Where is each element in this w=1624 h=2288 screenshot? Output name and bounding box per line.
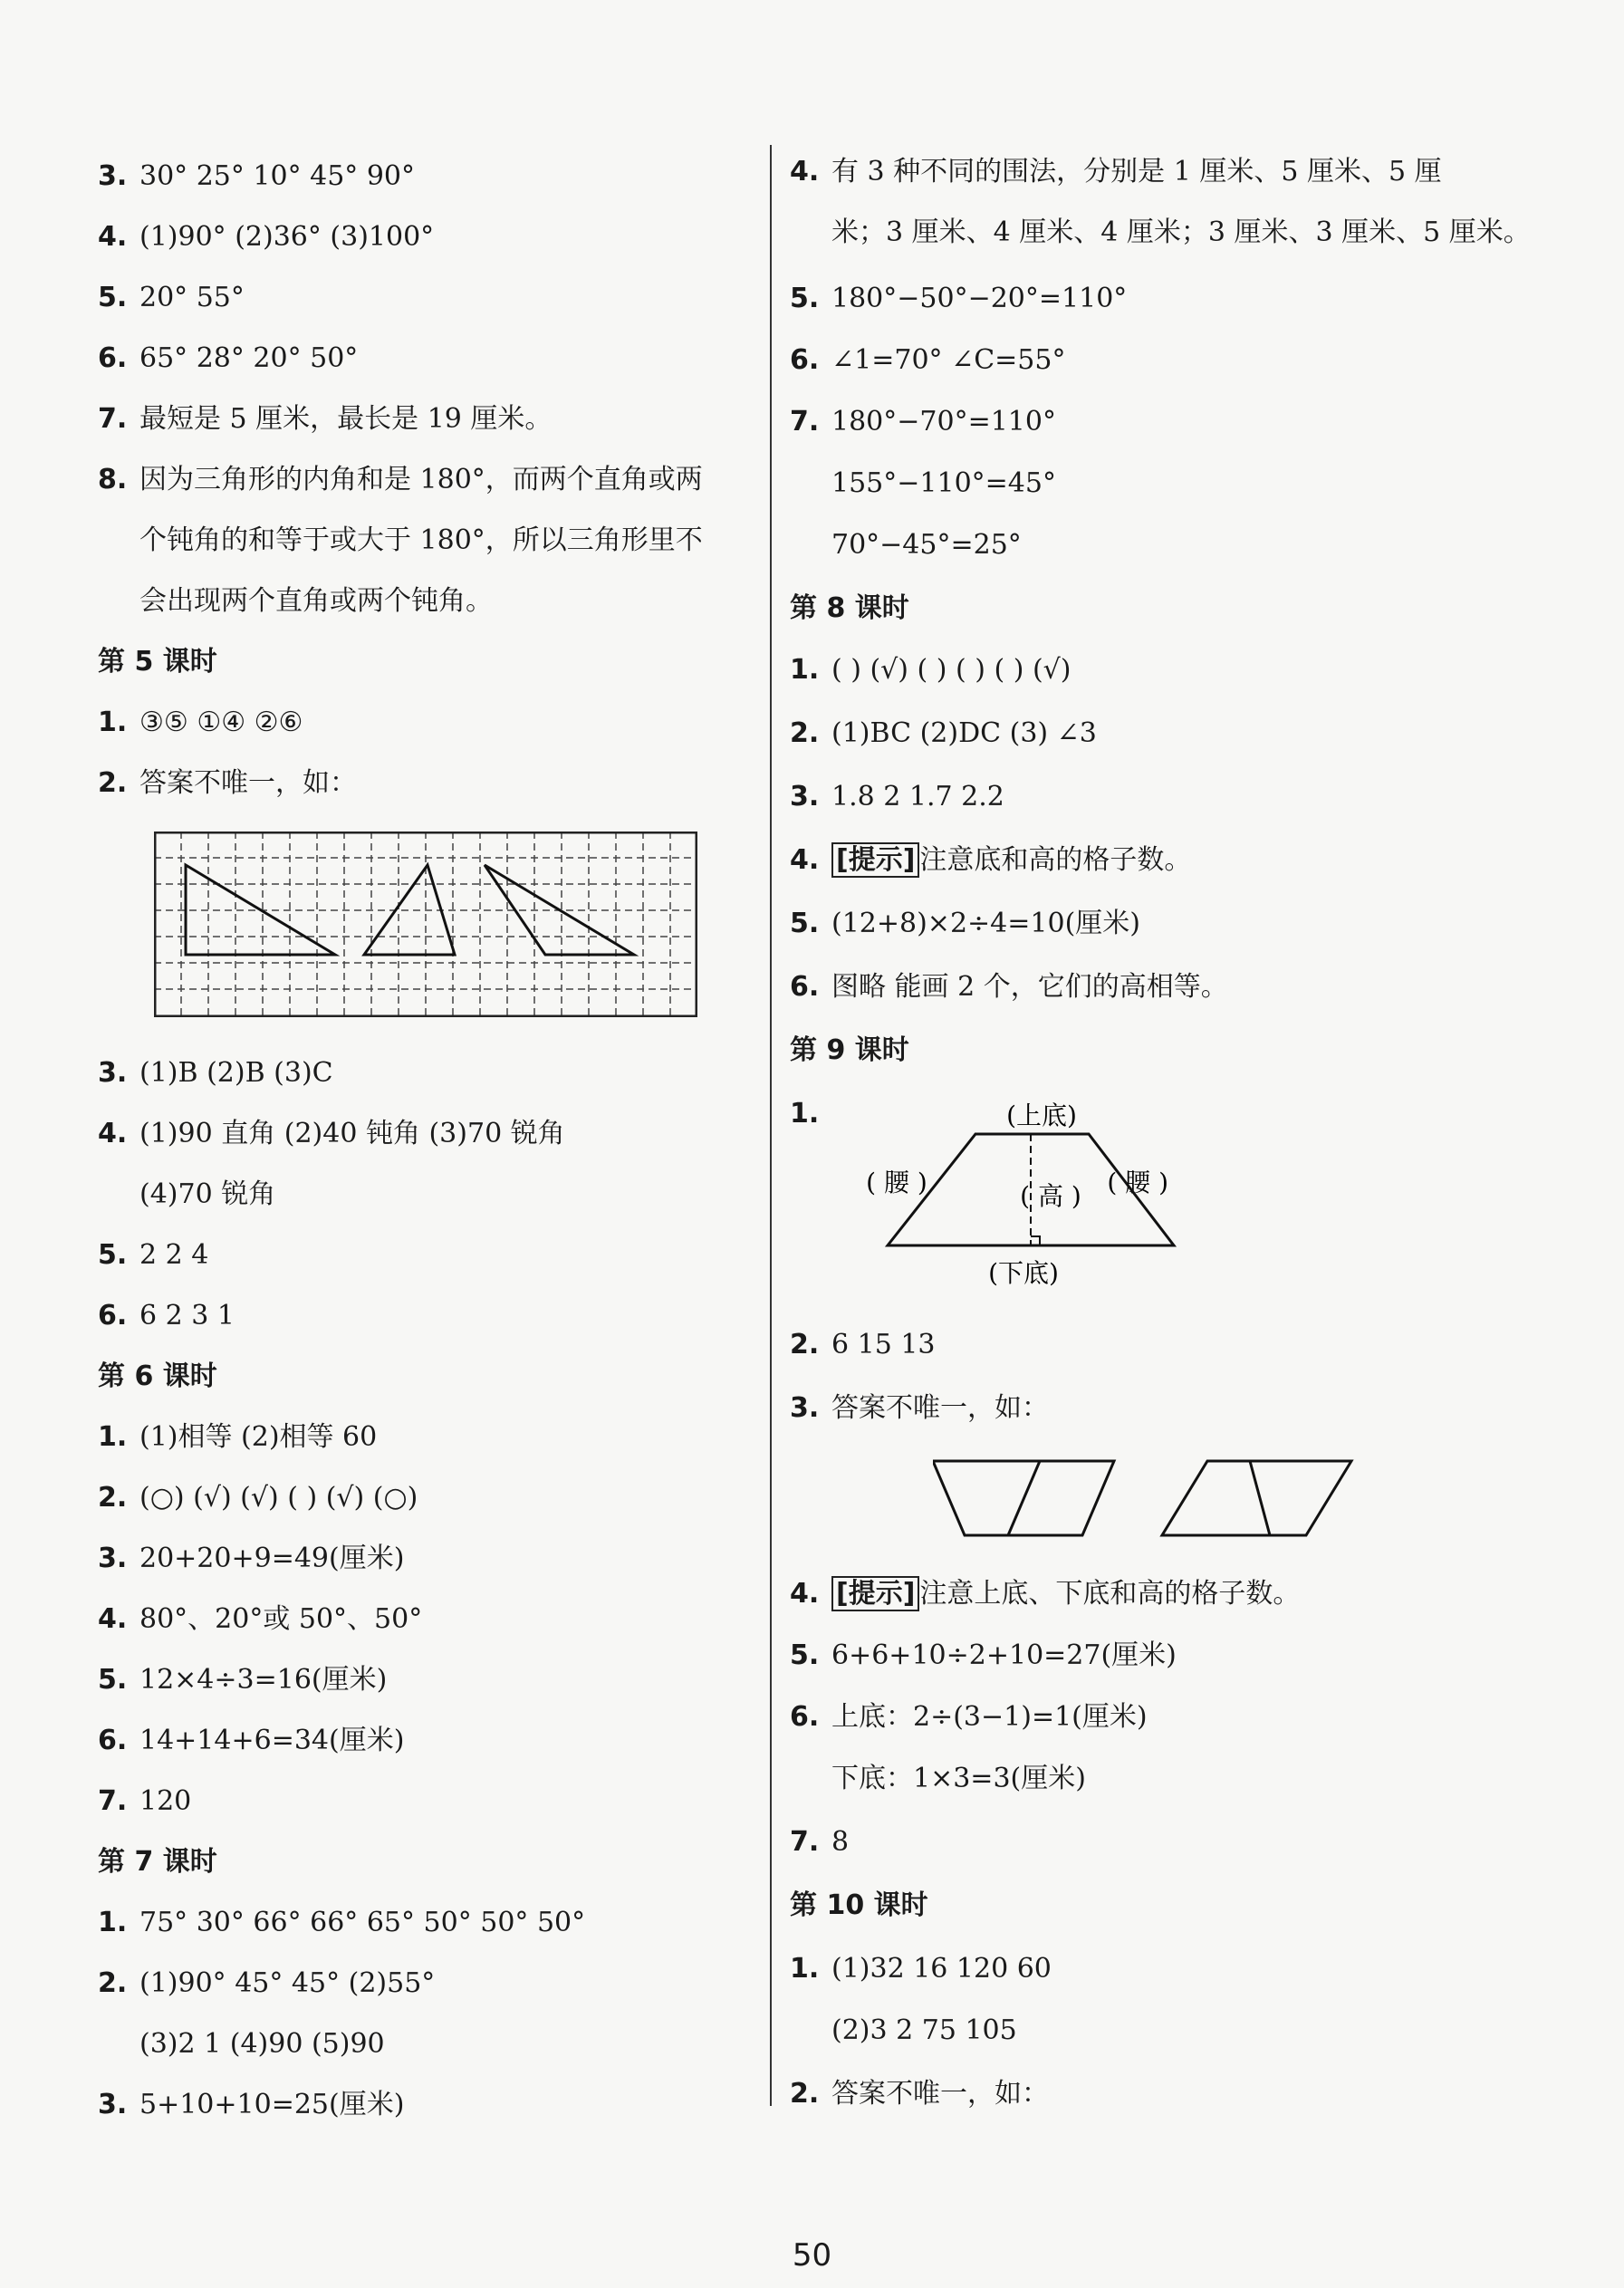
label-height: ( 高 ): [1020, 1181, 1081, 1211]
answer-line: 8. 因为三角形的内角和是 180°，而两个直角或两: [98, 464, 703, 495]
answer-line: 会出现两个直角或两个钝角。: [139, 585, 493, 617]
answer-line: 6. 6 2 3 1: [98, 1300, 235, 1331]
answer-line: 6. ∠1=70° ∠C=55°: [790, 344, 1066, 376]
answer-line: 2. (○) (√) (√) ( ) (√) (○): [98, 1482, 418, 1514]
answer-line: (3)2 1 (4)90 (5)90: [139, 2028, 385, 2060]
answer-line: 2. (1)90° 45° 45° (2)55°: [98, 1967, 436, 1999]
answer-line: 3. 30° 25° 10° 45° 90°: [98, 160, 416, 192]
lesson-title: 第 6 课时: [98, 1360, 217, 1392]
answer-line: (2)3 2 75 105: [831, 2014, 1017, 2046]
triangle-grid-figure: [154, 832, 697, 1017]
answer-line: 1. (1)32 16 120 60: [790, 1953, 1052, 1985]
answer-line: 1. ( ) (√) ( ) ( ) ( ) (√): [790, 654, 1071, 686]
lesson-title: 第 8 课时: [790, 592, 909, 624]
answer-line: 下底：1×3=3(厘米): [831, 1763, 1086, 1794]
answer-line: 3. 1.8 2 1.7 2.2: [790, 781, 1004, 812]
label-top-base: (上底): [1006, 1101, 1077, 1130]
answer-line: 1.: [790, 1098, 820, 1130]
page-number: 50: [792, 2237, 832, 2274]
answer-line: 5. 180°−50°−20°=110°: [790, 283, 1128, 314]
answer-line: 5. 2 2 4: [98, 1239, 209, 1271]
answer-line: 4. 80°、20°或 50°、50°: [98, 1603, 423, 1635]
answer-line: 7. 180°−70°=110°: [790, 406, 1056, 437]
answer-line: 个钝角的和等于或大于 180°，所以三角形里不: [139, 524, 703, 556]
answer-line: 5. 20° 55°: [98, 282, 245, 313]
column-divider: [770, 145, 772, 2106]
label-right-leg: ( 腰 ): [1107, 1168, 1168, 1197]
answer-line: 7. 120: [98, 1785, 192, 1817]
answer-line: 6. 上底：2÷(3−1)=1(厘米): [790, 1701, 1148, 1733]
answer-line: 70°−45°=25°: [831, 529, 1022, 561]
answer-line: 1. 75° 30° 66° 66° 65° 50° 50° 50°: [98, 1907, 586, 1938]
parallelogram-figure: [933, 1454, 1386, 1544]
answer-line: 3. 答案不唯一，如：: [790, 1392, 1049, 1424]
answer-line: 1. (1)相等 (2)相等 60: [98, 1421, 378, 1453]
answer-line: 6. 14+14+6=34(厘米): [98, 1725, 405, 1756]
answer-line: 5. (12+8)×2÷4=10(厘米): [790, 908, 1140, 939]
answer-line: 3. 5+10+10=25(厘米): [98, 2089, 405, 2120]
answer-line: 米；3 厘米、4 厘米、4 厘米；3 厘米、3 厘米、5 厘米。: [831, 216, 1531, 248]
answer-line: 7. 8: [790, 1826, 850, 1858]
answer-line: 5. 12×4÷3=16(厘米): [98, 1664, 388, 1696]
answer-line: 4. (1)90 直角 (2)40 钝角 (3)70 锐角: [98, 1118, 565, 1149]
answer-line: 2. 答案不唯一，如：: [790, 2078, 1049, 2110]
answer-line: 5. 6+6+10÷2+10=27(厘米): [790, 1639, 1177, 1671]
lesson-title: 第 10 课时: [790, 1889, 928, 1921]
answer-line: 155°−110°=45°: [831, 467, 1056, 499]
label-bottom-base: (下底): [988, 1258, 1059, 1288]
lesson-title: 第 5 课时: [98, 646, 217, 678]
answer-line: 2. 答案不唯一，如：: [98, 767, 357, 799]
answer-line: 3. 20+20+9=49(厘米): [98, 1543, 405, 1574]
answer-line: 4. (1)90° (2)36° (3)100°: [98, 221, 435, 253]
label-left-leg: ( 腰 ): [866, 1168, 927, 1197]
answer-line: 6. 65° 28° 20° 50°: [98, 342, 359, 374]
answer-line: 4. [提示] 注意上底、下底和高的格子数。: [790, 1578, 1301, 1610]
hint-tag: [提示]: [831, 1576, 919, 1611]
hint-tag: [提示]: [831, 842, 919, 878]
trapezoid-figure: [833, 1091, 1177, 1300]
answer-line: 2. (1)BC (2)DC (3) ∠3: [790, 717, 1097, 749]
answer-line: 2. 6 15 13: [790, 1329, 936, 1360]
lesson-title: 第 9 课时: [790, 1034, 909, 1066]
answer-line: 4. [提示] 注意底和高的格子数。: [790, 844, 1192, 876]
answer-line: 1. ③⑤ ①④ ②⑥: [98, 707, 303, 738]
answer-line: 4. 有 3 种不同的围法，分别是 1 厘米、5 厘米、5 厘: [790, 156, 1442, 187]
answer-line: 3. (1)B (2)B (3)C: [98, 1057, 333, 1089]
lesson-title: 第 7 课时: [98, 1846, 217, 1878]
answer-line: 6. 图略 能画 2 个，它们的高相等。: [790, 971, 1228, 1003]
answer-line: 7. 最短是 5 厘米，最长是 19 厘米。: [98, 403, 553, 435]
answer-line: (4)70 锐角: [139, 1178, 276, 1210]
